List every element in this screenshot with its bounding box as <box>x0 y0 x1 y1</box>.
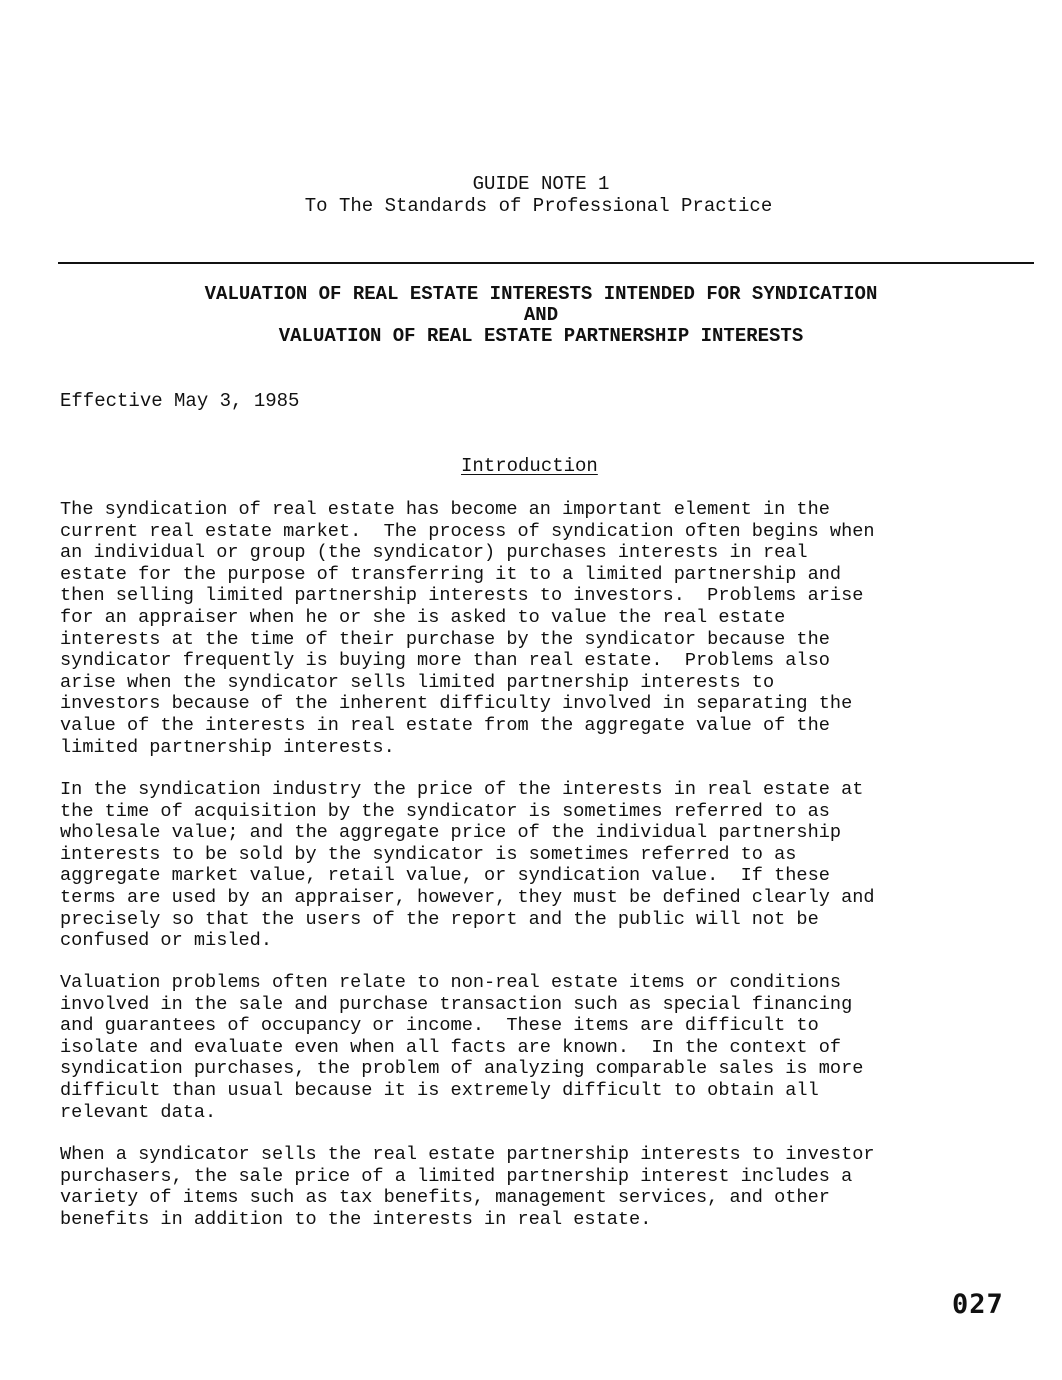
effective-date: Effective May 3, 1985 <box>60 390 300 412</box>
paragraph-1: The syndication of real estate has become an important element in the current real estate market. The process of syndication often begins when an individual or group (the syndicator) purchases interests in real estate for the purpose of transferring it to a limited partnership and then selling limited partnership interests to investors. Problems arise for an appraiser when he or she is asked to value the real estate interests at the time of their purchase by the syndicator because the syndicator frequently is buying more than real estate. Problems also arise when the syndicator sells limited partnership interests to investors because of the inherent difficulty involved in separating the value of the interests in real estate from the aggregate value of the limited partnership interests. <box>60 499 875 758</box>
guide-note-title: GUIDE NOTE 1 <box>472 173 610 195</box>
document-title-line-1: VALUATION OF REAL ESTATE INTERESTS INTENDED FOR SYNDICATION <box>204 283 878 305</box>
horizontal-rule <box>58 262 1034 264</box>
paragraph-2: In the syndication industry the price of the interests in real estate at the time of acquisition by the syndicator is sometimes referred to as wholesale value; and the aggregate price of the individual partnership interests to be sold by the syndicator is sometimes referred to as aggregate market value, retail value, or syndication value. If these terms are used by an appraiser, however, they must be defined clearly and precisely so that the users of the report and the public will not be confused or misled. <box>60 779 875 952</box>
section-heading-introduction: Introduction <box>461 455 598 477</box>
page-number: 027 <box>952 1289 1004 1320</box>
guide-note-subtitle: To The Standards of Professional Practice <box>304 195 773 217</box>
paragraph-4: When a syndicator sells the real estate partnership interests to investor purchasers, the sale price of a limited partnership interest includes a variety of items such as tax benefits, management services, and other benefits in addition to the interests in real estate. <box>60 1144 875 1230</box>
paragraph-3: Valuation problems often relate to non-real estate items or conditions involved in the sale and purchase transaction such as special financing and guarantees of occupancy or income. These items are difficult to isolate and evaluate even when all facts are known. In the context of syndication purchases, the problem of analyzing comparable sales is more difficult than usual because it is extremely difficult to obtain all relevant data. <box>60 972 864 1123</box>
document-title-line-2: AND <box>523 304 559 326</box>
document-title-line-3: VALUATION OF REAL ESTATE PARTNERSHIP INTERESTS <box>278 325 804 347</box>
